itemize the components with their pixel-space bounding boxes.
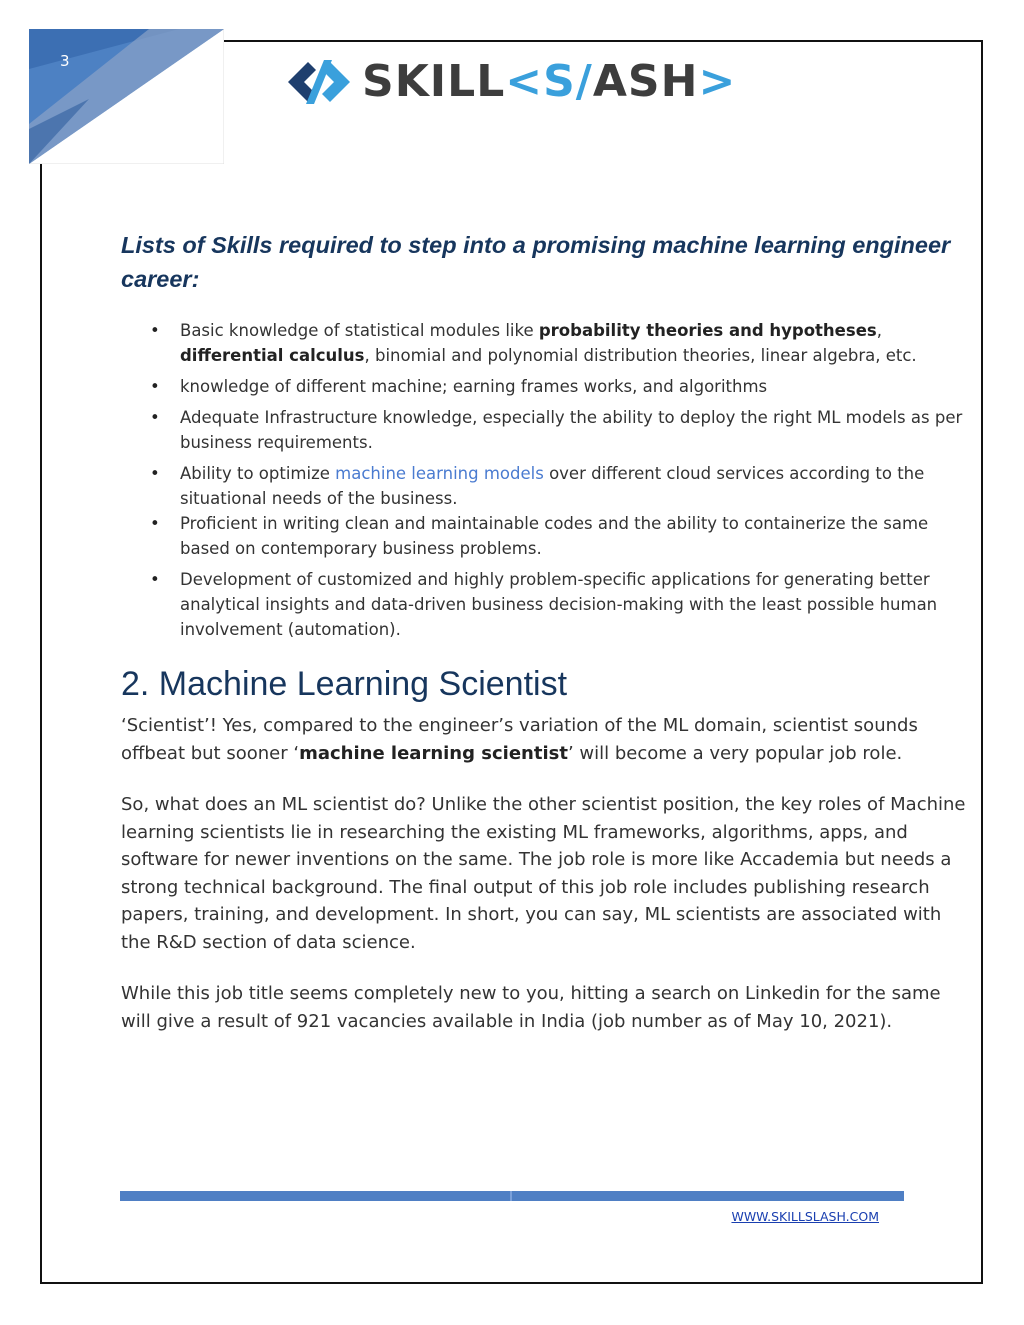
logo-text-bracket-left: < [505,56,544,107]
code-brackets-logo-icon [286,56,352,108]
page-number: 3 [60,52,70,70]
logo-text-bracket-right: > [698,56,737,107]
list-item [180,461,966,511]
skill-text: , binomial and polynomial distribution theories, linear algebra, etc. [364,346,917,365]
list-item [180,318,966,368]
logo-text-ash: ASH [592,56,699,107]
paragraph-bold-text: machine learning scientist [299,742,568,764]
logo-wordmark [362,56,737,107]
skill-text: Basic knowledge of statistical modules like [180,321,539,340]
skills-list [121,318,966,642]
machine-learning-models-link[interactable]: machine learning models [335,464,544,483]
paragraph-role: So, what does an ML scientist do? Unlike the other scientist position, the key roles of Machine learning scientists lie in researching the existing ML frameworks, algorithms, apps, and software for newer inventions on the same. The job role is more like Accademia but needs a strong technical background. The final output of this job role includes publishing research papers, training, and development. In short, you can say, ML scientists are associated with the R&D section of data science. [121,794,966,953]
skill-text: , [876,321,882,340]
skill-text: Proficient in writing clean and maintainable codes and the ability to containerize the same based on contemporary business problems. [180,514,929,558]
logo-text-slash: S/ [543,56,593,107]
list-item [180,511,966,561]
list-item [180,374,966,399]
website-link[interactable]: WWW.SKILLSLASH.COM [731,1209,879,1224]
paragraph-text: ‘Scientist’! Yes, compared to the engineer’s variation of the ML domain, scientist sounds offbeat but sooner ‘ [121,715,918,764]
section-title: 2. Machine Learning Scientist [121,665,568,703]
skillslash-logo [286,56,736,108]
skills-subheading: Lists of Skills required to step into a promising machine learning engineer career: [121,232,951,292]
skill-text: Ability to optimize [180,464,336,483]
list-item [180,405,966,455]
main-content [121,228,966,1059]
skill-text: over different cloud services according to the situational needs of the business. [180,464,925,508]
list-item [180,567,966,642]
skill-bold-text: differential calculus [180,346,365,365]
paragraph-vacancies: While this job title seems completely new to you, hitting a search on Linkedin for the same will give a result of 921 vacancies available in India (job number as of May 10, 2021). [121,983,941,1032]
corner-decoration [29,29,224,164]
skill-text: Adequate Infrastructure knowledge, especially the ability to deploy the right ML models as per business requirements. [180,408,963,452]
skill-text: knowledge of different machine; earning frames works, and algorithms [180,377,768,396]
skill-bold-text: probability theories and hypotheses [538,321,877,340]
paragraph-text: ’ will become a very popular job role. [567,742,903,764]
logo-text-skill: SKILL [362,56,506,107]
footer-divider [120,1191,904,1201]
skill-text: Development of customized and highly problem-specific applications for generating better analytical insights and data-driven business decision-making with the least possible human involvement (automation). [180,570,938,639]
paragraph-intro [121,712,966,767]
